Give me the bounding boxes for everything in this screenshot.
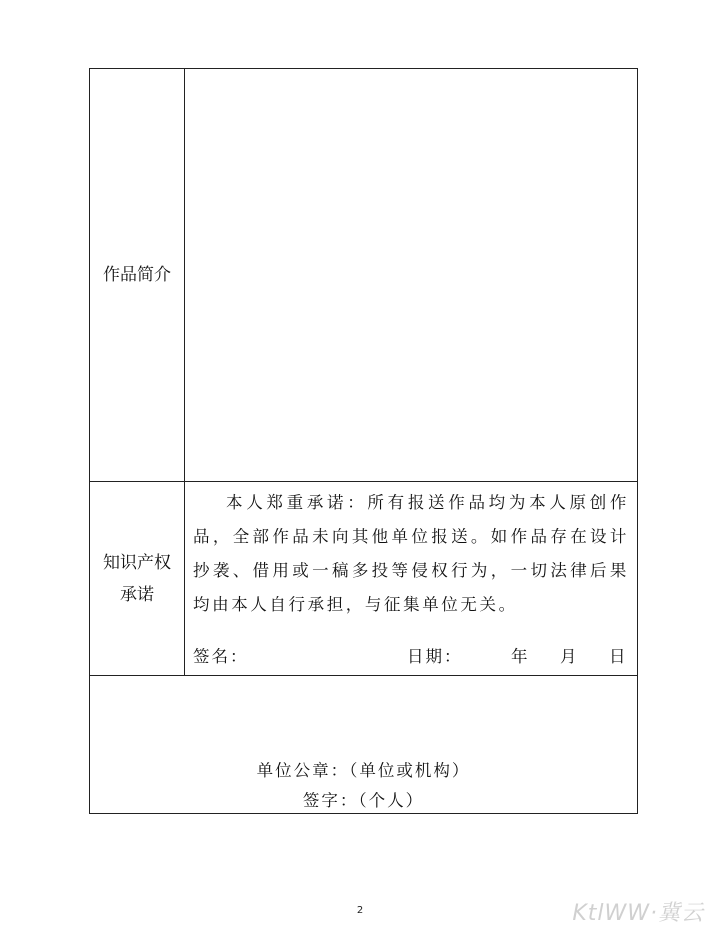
ip-pledge-label-line2: 承诺 <box>120 584 154 605</box>
submission-form-table <box>89 68 638 814</box>
ip-pledge-content-cell <box>185 482 637 675</box>
seal-row <box>90 676 637 813</box>
day-label: 日 <box>609 647 628 666</box>
ip-pledge-row <box>90 482 637 676</box>
work-intro-label-text: 作品简介 <box>103 265 171 285</box>
work-intro-row <box>90 69 637 482</box>
work-intro-content-cell[interactable] <box>185 69 637 481</box>
month-label: 月 <box>560 647 579 666</box>
pledge-text: 本人郑重承诺：所有报送作品均为本人原创作品，全部作品未向其他单位报送。如作品存在设计抄袭、借用或一稿多投等侵权行为，一切法律后果均由本人自行承担，与征集单位无关。 <box>193 493 629 614</box>
personal-sign-label: 签字：（个人） <box>302 791 425 810</box>
year-label: 年 <box>511 647 530 666</box>
ip-pledge-label <box>90 482 185 675</box>
date-label: 日期： <box>407 647 463 666</box>
signature-label: 签名： <box>193 647 249 666</box>
work-intro-label <box>90 69 185 481</box>
page-number: 2 <box>356 905 364 916</box>
watermark-logo: KtlWW·冀云 <box>572 901 704 926</box>
seal-block <box>90 756 637 816</box>
unit-seal-label: 单位公章：（单位或机构） <box>256 761 471 780</box>
signature-date-line <box>193 643 629 673</box>
ip-pledge-label-line1: 知识产权 <box>103 552 171 573</box>
